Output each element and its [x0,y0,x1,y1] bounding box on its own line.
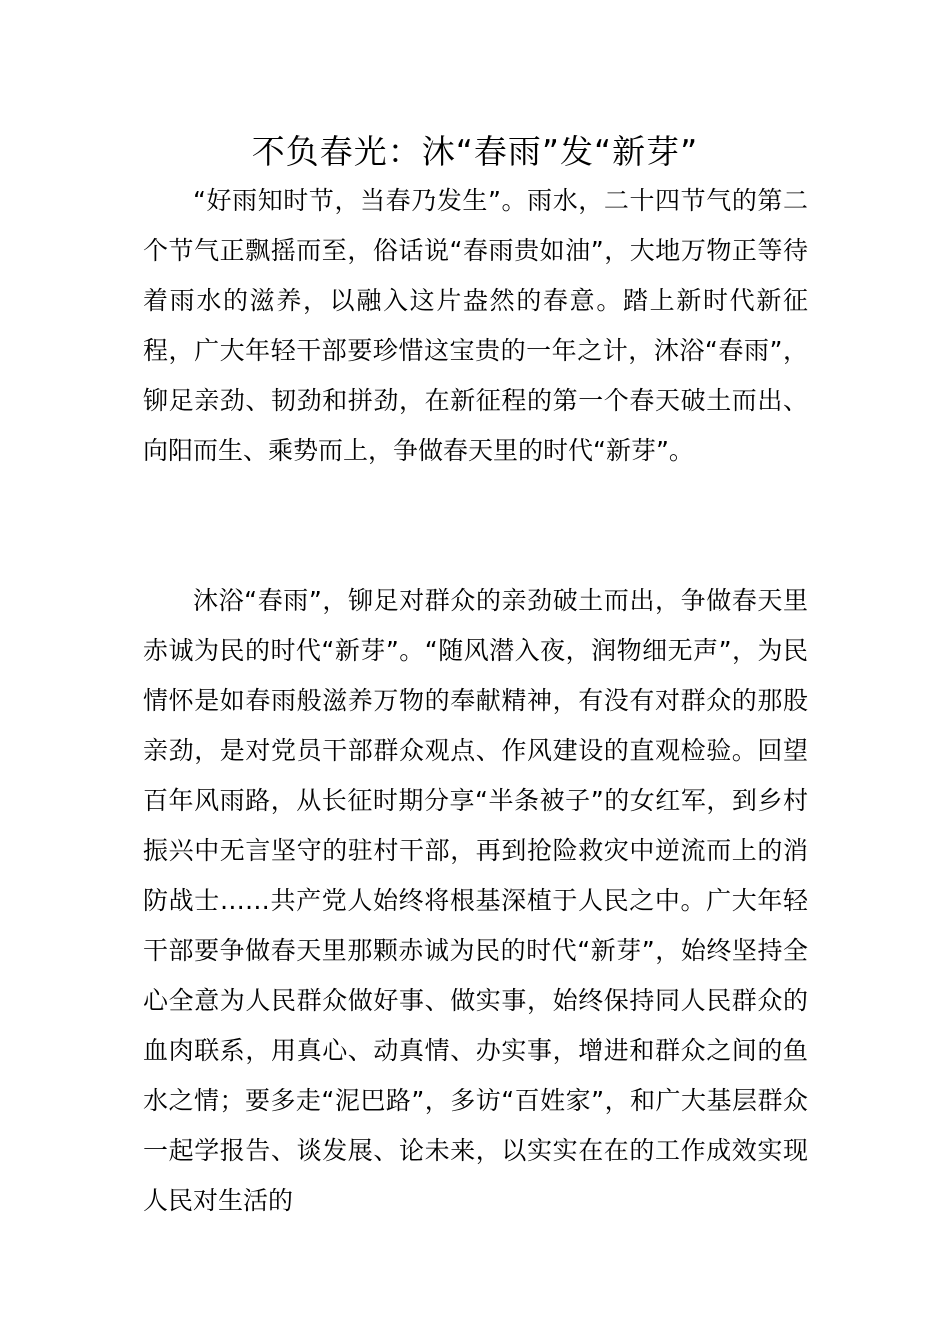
document-title: 不负春光：沐“春雨”发“新芽” [251,132,699,171]
paragraph-intro: “好雨知时节，当春乃发生”。雨水，二十四节气的第二个节气正飘摇而至，俗话说“春雨贵如油”，大地万物正等待着雨水的滋养，以融入这片盎然的春意。踏上新时代新征程，广大年轻干部要珍惜这宝贵的一年之计，沐浴“春雨”，铆足亲劲、韧劲和拼劲，在新征程的第一个春天破土而出、向阳而生、乘势而上，争做春天里的时代“新芽”。 [143,186,808,465]
paragraph-body: 沐浴“春雨”，铆足对群众的亲劲破土而出，争做春天里赤诚为民的时代“新芽”。“随风潜入夜，润物细无声”，为民情怀是如春雨般滋养万物的奉献精神，有没有对群众的那股亲劲，是对党员干部群众观点、作风建设的直观检验。回望百年风雨路，从长征时期分享“半条被子”的女红军，到乡村振兴中无言坚守的驻村干部，再到抢险救灾中逆流而上的消防战士……共产党人始终将根基深植于人民之中。广大年轻干部要争做春天里那颗赤诚为民的时代“新芽”，始终坚持全心全意为人民群众做好事、做实事，始终保持同人民群众的血肉联系，用真心、动真情、办实事，增进和群众之间的鱼水之情；要多走“泥巴路”，多访“百姓家”，和广大基层群众一起学报告、谈发展、论未来，以实实在在的工作成效实现人民对生活的 [143,586,808,1215]
